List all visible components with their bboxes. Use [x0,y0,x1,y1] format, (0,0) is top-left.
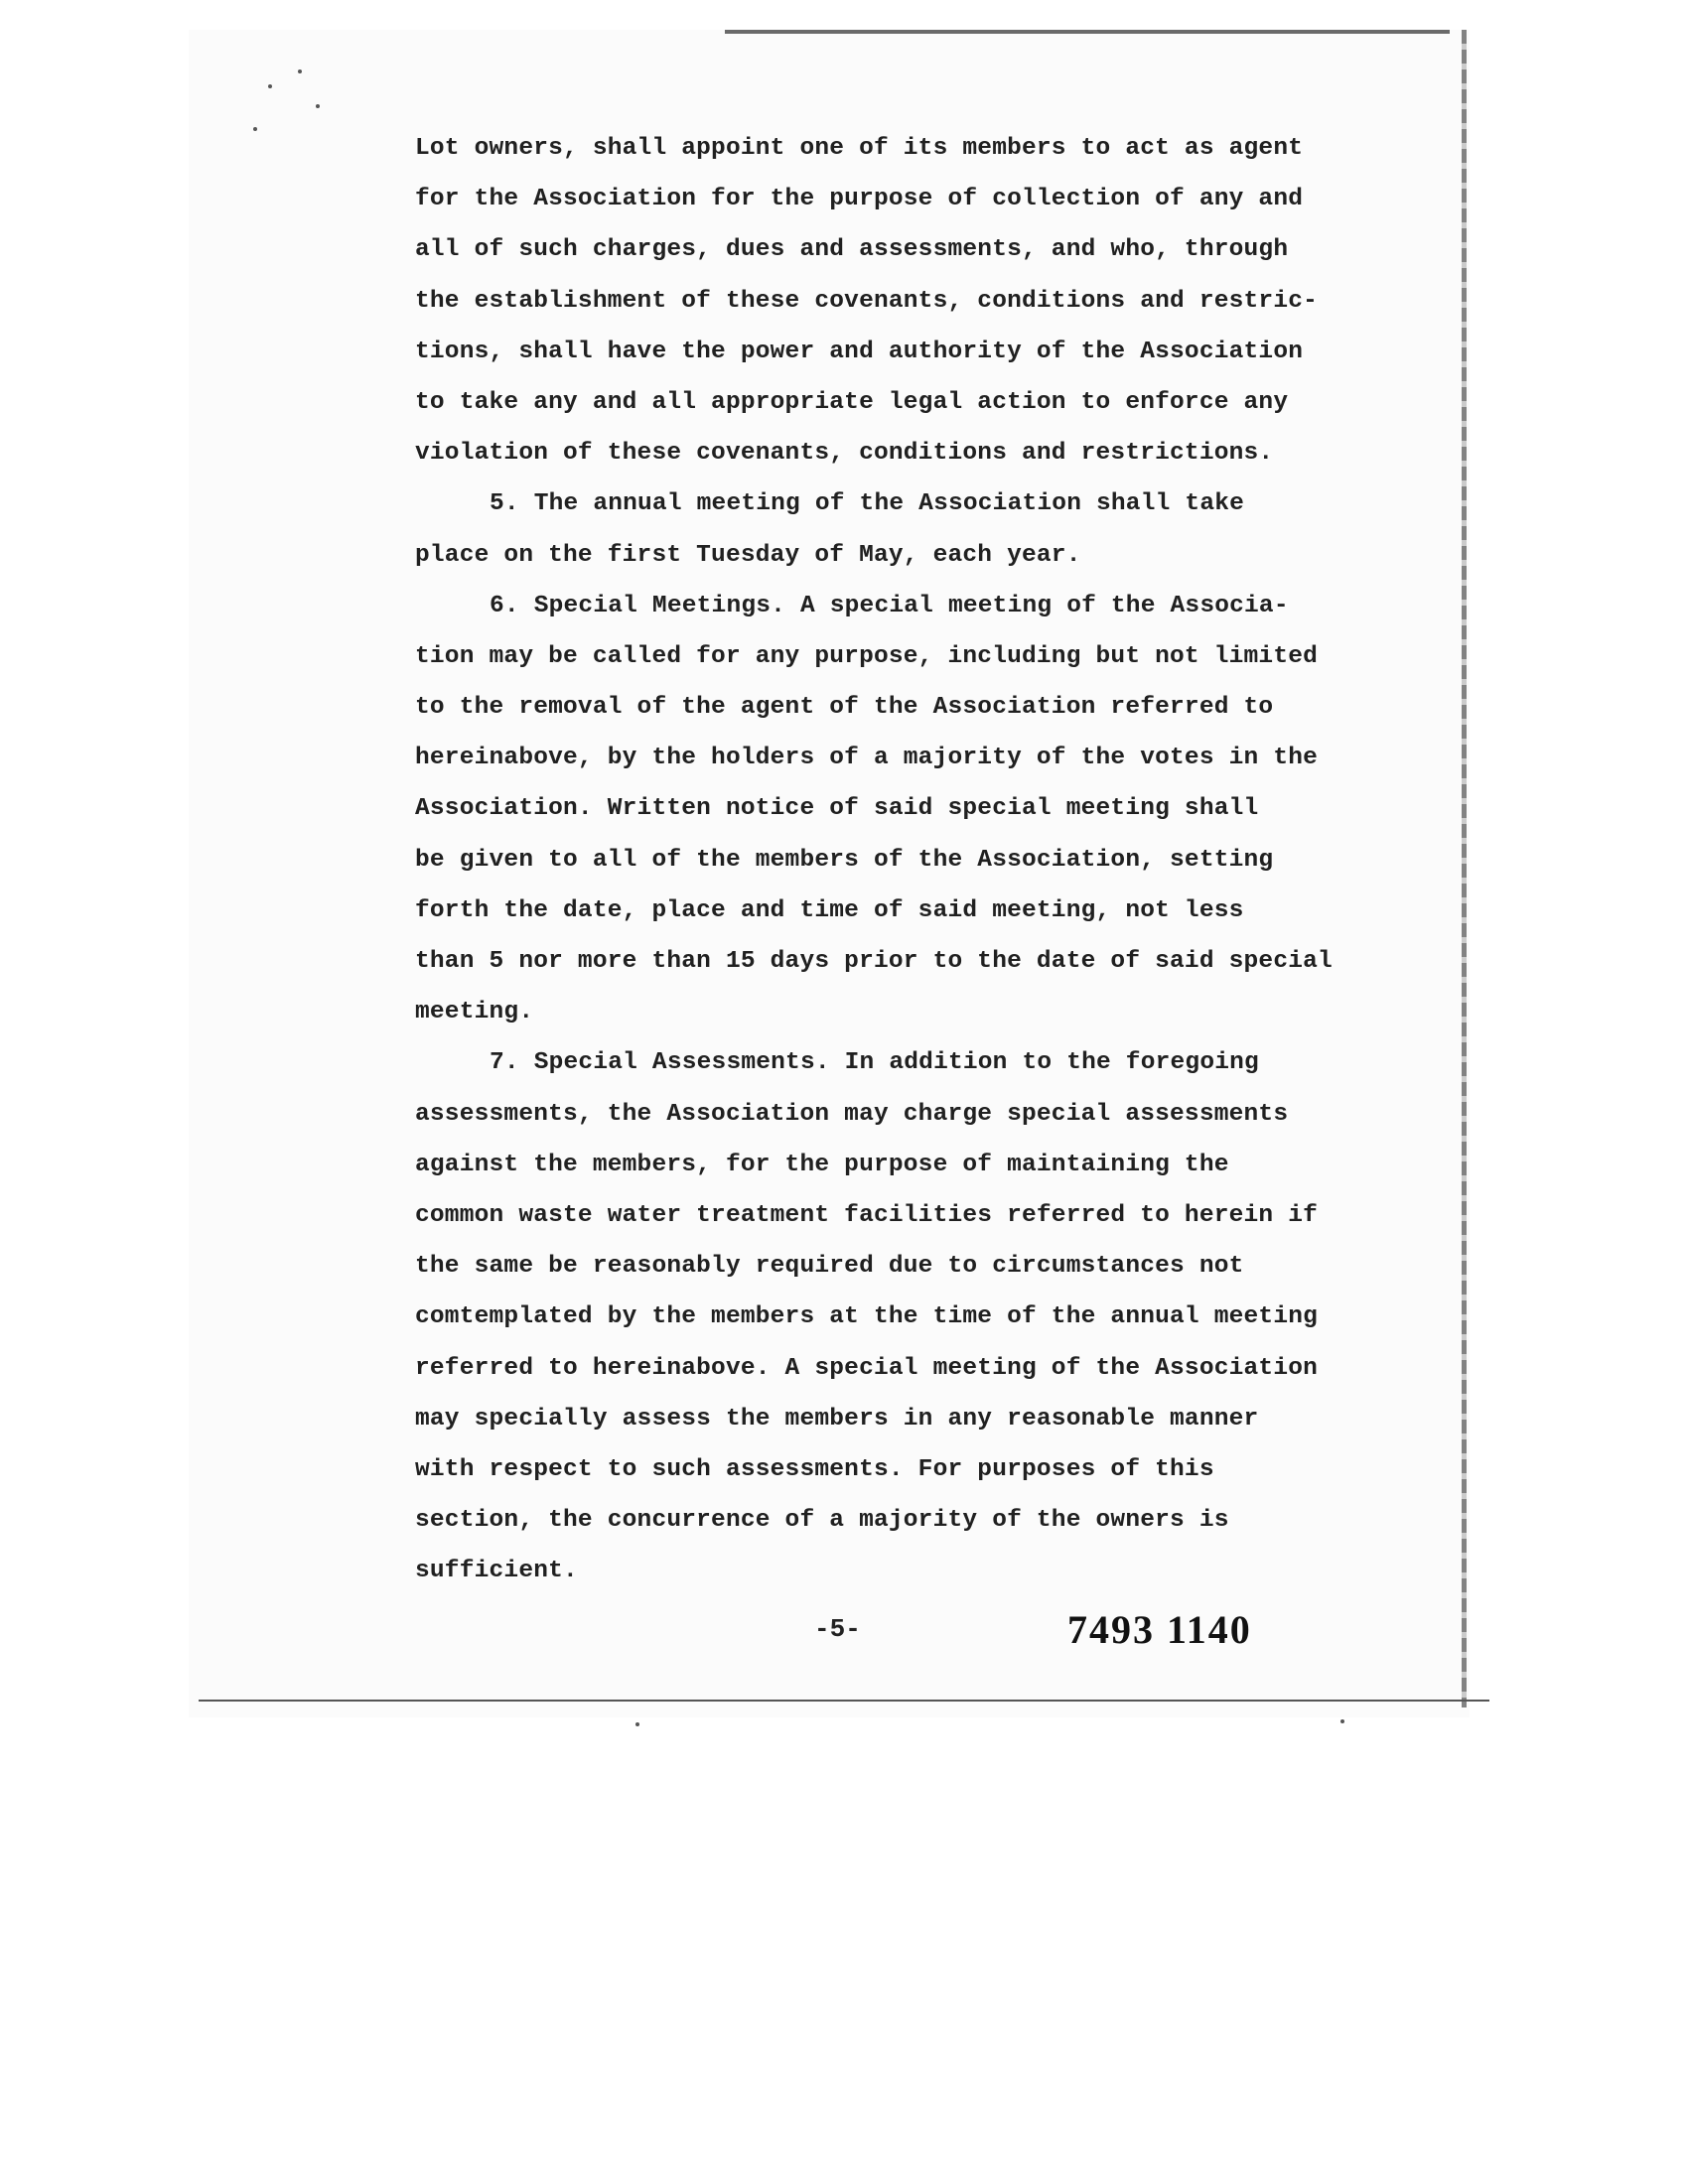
scan-speck [268,84,272,88]
text-line: forth the date, place and time of said meeting, not less [415,896,1244,924]
top-scan-edge [725,30,1450,34]
text-line: may specially assess the members in any reasonable manner [415,1405,1259,1433]
text-line: than 5 nor more than 15 days prior to the date of said special [415,948,1333,975]
text-line: to the removal of the agent of the Association referred to [415,694,1274,722]
text-line: the establishment of these covenants, conditions and restric- [415,287,1319,315]
text-line: Association. Written notice of said special meeting shall [415,795,1259,823]
text-line: be given to all of the members of the Association, setting [415,846,1274,874]
text-line: with respect to such assessments. For purposes of this [415,1455,1214,1483]
book-page-reference [1067,1606,1252,1653]
text-line: place on the first Tuesday of May, each year. [415,541,1081,569]
scan-speck [1340,1719,1344,1723]
text-line: the same be reasonably required due to circumstances not [415,1253,1244,1281]
text-line: meeting. [415,999,534,1026]
text-line: comtemplated by the members at the time of the annual meeting [415,1303,1319,1331]
text-line: for the Association for the purpose of collection of any and [415,186,1304,213]
text-line: hereinabove, by the holders of a majority of the votes in the [415,745,1319,772]
text-line: tions, shall have the power and authority of the Association [415,338,1304,365]
book-number: 7493 [1067,1607,1155,1652]
text-line: 5. The annual meeting of the Association shall take [490,490,1245,518]
scan-speck [253,127,257,131]
document-body [415,123,1408,1596]
text-line: assessments, the Association may charge special assessments [415,1100,1289,1128]
page-footer [0,1606,1688,1666]
text-line: section, the concurrence of a majority of the owners is [415,1507,1229,1535]
scan-speck [316,104,320,108]
text-line: tion may be called for any purpose, including but not limited [415,642,1319,670]
text-line: 7. Special Assessments. In addition to the foregoing [490,1049,1259,1077]
scan-speck [635,1722,639,1726]
bottom-scan-edge [199,1700,1489,1702]
recording-page-number: 1140 [1167,1607,1252,1652]
text-line: 6. Special Meetings. A special meeting of the Associa- [490,592,1289,619]
scan-speck [298,69,302,73]
text-line: referred to hereinabove. A special meeting of the Association [415,1354,1319,1382]
text-line: to take any and all appropriate legal action to enforce any [415,388,1289,416]
text-line: sufficient. [415,1558,578,1585]
text-line: Lot owners, shall appoint one of its members to act as agent [415,135,1304,162]
page-number: -5- [814,1614,861,1644]
text-line: common waste water treatment facilities referred to herein if [415,1201,1319,1229]
text-line: against the members, for the purpose of maintaining the [415,1151,1229,1178]
right-scan-edge [1462,30,1467,1707]
text-line: all of such charges, dues and assessments, and who, through [415,236,1289,264]
text-line: violation of these covenants, conditions and restrictions. [415,440,1274,468]
